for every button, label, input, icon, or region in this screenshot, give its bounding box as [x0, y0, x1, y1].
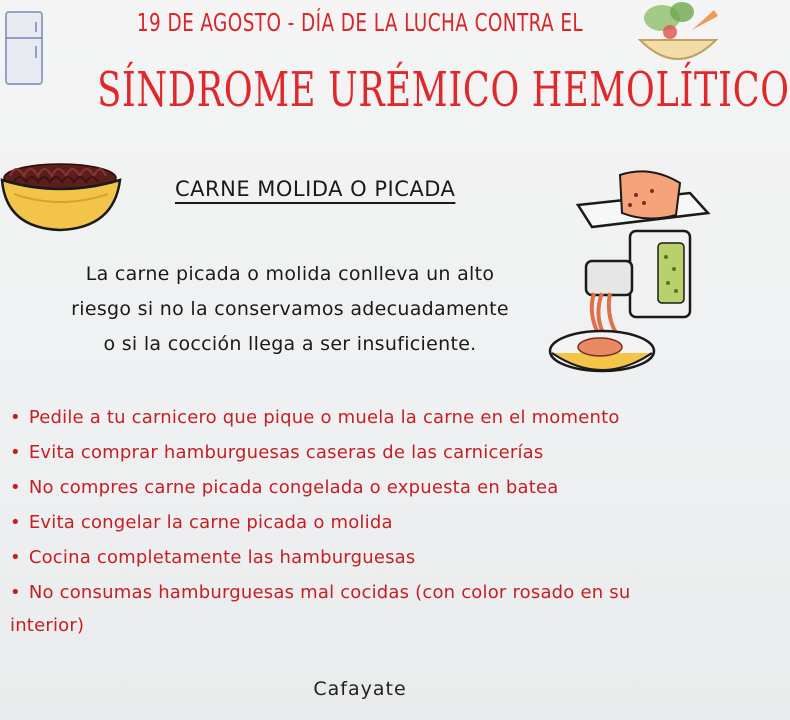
tip-text: No compres carne picada congelada o expuesta en batea	[28, 477, 559, 498]
fridge-icon	[0, 8, 50, 88]
tip-item	[10, 540, 700, 575]
bullet-icon: •	[10, 407, 21, 428]
bullet-icon: •	[10, 547, 21, 568]
bullet-icon: •	[10, 442, 21, 463]
bullet-icon: •	[10, 512, 21, 533]
tip-item	[10, 435, 700, 470]
tip-item-continuation	[10, 610, 700, 642]
intro-line: o si la cocción llega a ser insuficiente.	[103, 333, 477, 355]
bullet-icon: •	[10, 477, 21, 498]
tip-text: No consumas hamburguesas mal cocidas (con color rosado en su	[28, 582, 631, 603]
meat-grinder-icon	[540, 165, 715, 390]
tip-text: Evita comprar hamburguesas caseras de las carnicerías	[28, 442, 544, 463]
section-subtitle: CARNE MOLIDA O PICADA	[175, 177, 456, 201]
intro-line: La carne picada o molida conlleva un alto	[85, 263, 495, 285]
tip-item	[10, 400, 700, 435]
tip-item	[10, 575, 700, 610]
tip-text: interior)	[10, 615, 85, 636]
tip-text: Evita congelar la carne picada o molida	[28, 512, 393, 533]
meat-bowl-icon	[0, 150, 125, 235]
tip-text: Pedile a tu carnicero que pique o muela la carne en el momento	[28, 407, 620, 428]
tips-list	[10, 400, 700, 642]
tip-item	[10, 505, 700, 540]
intro-paragraph	[25, 257, 555, 362]
brand-signature: Cafayate	[313, 678, 407, 700]
date-header: 19 DE AGOSTO - DÍA DE LA LUCHA CONTRA EL	[136, 8, 584, 37]
tip-text: Cocina completamente las hamburguesas	[28, 547, 416, 568]
bullet-icon: •	[10, 582, 21, 603]
intro-line: riesgo si no la conservamos adecuadamente	[71, 298, 509, 320]
tip-item	[10, 470, 700, 505]
page-title: SÍNDROME URÉMICO HEMOLÍTICO	[97, 62, 790, 118]
